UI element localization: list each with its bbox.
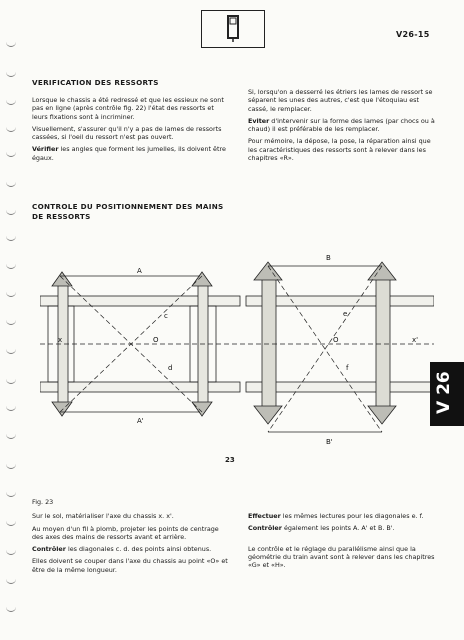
section-title-line: DE RESSORTS — [32, 212, 91, 221]
paragraph: Le contrôle et le réglage du parallélisme ainsi que la géométrie du train avant sont à relever dans les chapitres «G» et «H». — [248, 544, 435, 570]
paragraph: Lorsque le chassis a été redressé et que les essieux ne sont pas en ligne (après contrôle fig. 22) l'état des ressorts et leurs fixations sont à incriminer. — [32, 96, 224, 121]
paragraph — [248, 524, 438, 532]
caption-right-column — [248, 512, 438, 573]
verification-right-column — [248, 88, 438, 166]
section-title-verification: VERIFICATION DES RESSORTS — [32, 78, 159, 87]
spring-mount — [254, 406, 282, 424]
paragraph: Si, lorsqu'on a desserré les étriers les lames de ressort se séparent les unes des autres, c'est que l'étoquiau est cassé, le remplacer. — [248, 88, 433, 113]
paragraph-text: les mêmes lectures pour les diagonales e. f. — [280, 512, 424, 520]
chapter-tab-label: V 26 — [434, 371, 454, 414]
spring-mount — [192, 402, 212, 416]
label-a-prime: A' — [137, 417, 144, 425]
paragraph — [248, 512, 438, 520]
paragraph: Visuellement, s'assurer qu'il n'y a pas de lames de ressorts cassées, si l'oeil du ressort n'est pas ouvert. — [32, 124, 222, 142]
paragraph: Elles doivent se couper dans l'axe du chassis au point «O» et être de la même longueur. — [32, 557, 228, 574]
label-a: A — [137, 267, 142, 275]
spring-mount — [368, 406, 396, 424]
section-title-line: CONTROLE DU POSITIONNEMENT DES MAINS — [32, 202, 224, 211]
bold-term: Eviter — [248, 116, 270, 125]
page-reference: V26-15 — [396, 30, 430, 39]
paragraph-text: les diagonales c. d. des points ainsi obtenus. — [65, 545, 212, 554]
spring-body — [376, 276, 390, 410]
axle-beam — [40, 296, 240, 306]
bold-term: Effectuer — [248, 512, 281, 520]
spring-mount — [52, 272, 72, 286]
label-c: c — [164, 312, 168, 320]
header-logo-box — [201, 10, 265, 48]
axle-beam — [40, 382, 240, 392]
spring-mount — [192, 272, 212, 286]
paragraph — [32, 145, 228, 162]
paragraph: Pour mémoire, la dépose, la pose, la réparation ainsi que les caractéristiques des ressorts sont à relever dans les chapitres «R». — [248, 137, 431, 163]
paragraph-text: les angles que forment les jumelles, ils doivent être égaux. — [32, 145, 226, 162]
bold-term: Contrôler — [32, 545, 66, 554]
paragraph — [248, 117, 438, 134]
figure-caption-label: Fig. 23 — [32, 498, 54, 506]
bold-term: Vérifier — [32, 145, 59, 154]
label-e: e — [343, 310, 348, 318]
chapter-tab — [430, 362, 464, 426]
label-d: d — [168, 364, 173, 372]
caption-left-column — [32, 498, 228, 578]
spring-body — [262, 276, 276, 410]
spring-mount — [254, 262, 282, 280]
label-f: f — [346, 364, 349, 372]
spring-mount — [368, 262, 396, 280]
label-x-prime: x' — [412, 336, 419, 344]
paragraph-text: également les points A. A' et B. B'. — [281, 524, 395, 533]
spring-mount — [52, 402, 72, 416]
label-o-left: O — [153, 336, 159, 344]
paragraph — [32, 545, 228, 553]
label-b-prime: B' — [326, 438, 333, 446]
label-x: x — [58, 336, 63, 344]
label-o-right: O — [333, 336, 339, 344]
paragraph: Sur le sol, matérialiser l'axe du chassis x. x'. — [32, 512, 174, 521]
vehicle-logo-icon — [202, 11, 263, 46]
paragraph: Au moyen d'un fil à plomb, projeter les points de centrage des axes des mains de ressorts avant et arrière. — [32, 524, 219, 541]
section-title-controle — [32, 202, 224, 222]
figure-23-diagram — [40, 246, 434, 450]
paragraph-text: d'intervenir sur la forme des lames (par chocs ou à chaud) il est préférable de les remplacer. — [248, 116, 435, 134]
verification-left-column — [32, 96, 228, 166]
figure-number: 23 — [225, 456, 235, 464]
label-b: B — [326, 254, 331, 262]
bold-term: Contrôler — [248, 524, 282, 533]
